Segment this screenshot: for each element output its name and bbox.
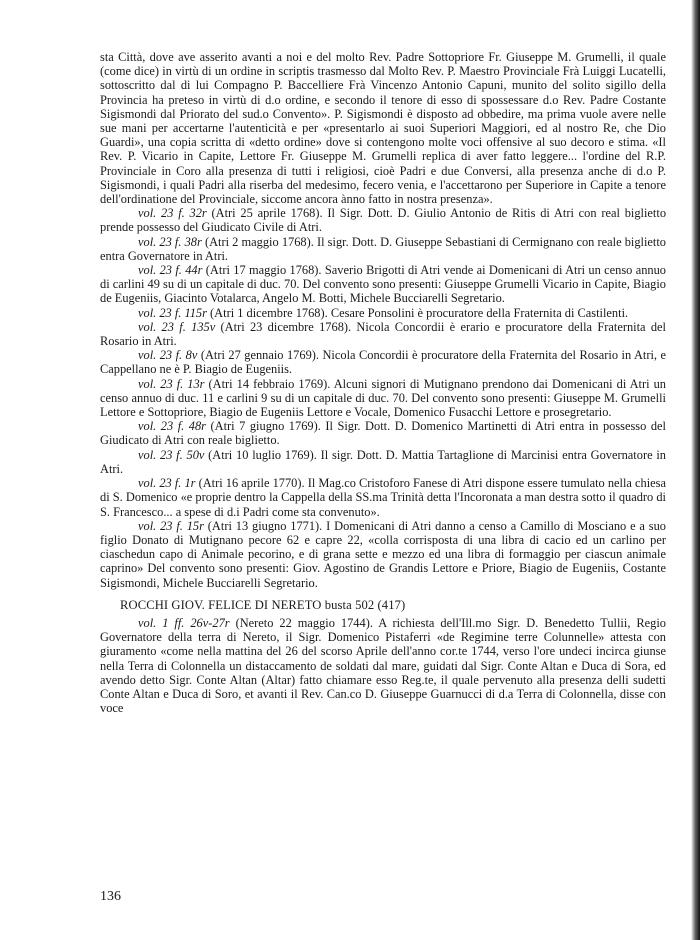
section-heading: ROCCHI GIOV. FELICE DI NERETO busta 502 (417) — [120, 597, 406, 612]
entry-ref: vol. 23 f. 8v — [138, 348, 198, 363]
entry-text: (Atri 14 febbraio 1769). Alcuni signori di Mutignano prendono dai Domenicani di Atri un censo annuo di duc. 11 e carlini 9 su di un capitale di duc. 70. Del convento sono presenti: Giuseppe M. Grumelli Lettore e Sottopriore, Biagio de Eugeniis Lettore e Vocale, Domenico Fusacchi Lettore e prosegretario. — [100, 376, 666, 420]
entry — [100, 377, 666, 420]
entry-ref: vol. 23 f. 32r — [138, 206, 207, 221]
entry-ref: vol. 1 ff. 26v-27r — [138, 615, 230, 630]
entry-text: (Atri 10 luglio 1769). Il sigr. Dott. D. Mattia Tartaglione di Marcinisi entra Governatore in Atri. — [100, 447, 666, 476]
entry-text: (Atri 25 aprile 1768). Il Sigr. Dott. D. Giulio Antonio de Ritis di Atri con real biglietto prende possesso del Giudicato Civile di Atri. — [100, 206, 667, 235]
entry-text: (Atri 23 dicembre 1768). Nicola Concordii è erario e procuratore della Fraternita del Rosario in Atri. — [100, 319, 666, 349]
entry — [100, 348, 666, 376]
entry — [100, 616, 666, 715]
entry — [100, 235, 666, 263]
entry — [100, 320, 666, 348]
entry — [100, 519, 666, 590]
document-body — [100, 50, 666, 715]
entry-ref: vol. 23 f. 50v — [138, 447, 205, 462]
entry-text: (Atri 2 maggio 1768). Il sigr. Dott. D. Giuseppe Sebastiani di Cermignano con reale biglietto entra Governatore in Atri. — [100, 234, 667, 263]
entry-text: (Atri 1 dicembre 1768). Cesare Ponsolini è procuratore della Fraternita di Castilenti. — [206, 305, 629, 320]
entry — [100, 263, 666, 306]
opening-paragraph: sta Città, dove ave asserito avanti a noi e del molto Rev. Padre Sottopriore Fr. Giuseppe M. Grumelli, il quale (come dice) in virtù di un ordine in scriptis trasmesso dal Molto Rev. P. Maestro Provinciale Frà Luiggi Lucatelli, sottoscritto dal di lui Compagno P. Baccelliere Frà Vincenzo Antonio Capuni, munito del solito sigillo della Provincia ha preteso in virtù di d.o ordine, e secondo il tenore di esso di spossessare d.o Rev. Padre Costante Sigismondi dal Priorato del sud.o Convento». P. Sigismondi è disposto ad obbedire, ma prima vuole avere nelle sue mani per accertarne l'autenticità e per «presentarlo ai suoi Superiori Maggiori, ed al nostro Re, che Dio Guardi», una copia scritta di «detto ordine» dove si contengono molte voci offensive al suo decoro e stima. «Il Rev. P. Vicario in Capite, Lettore Fr. Giuseppe M. Grumelli replica di aver fatto leggere... l'ordine del R.P. Provinciale in Coro alla presenza di tutti i religiosi, cioè Padri e due Conversi, alla presenza anche di d.o P. Sigismondi, i quali Padri alla riserba del medesimo, fecero venia, e l'accettarono per Superiore in Capite a tenore dell'ordinatione del Provinciale, siccome ancora ànno fatto in nostra presenza». — [100, 50, 666, 207]
page-edge-shadow — [691, 0, 700, 940]
entry-text: (Atri 7 giugno 1769). Il Sigr. Dott. D. Domenico Martinetti di Atri entra in possesso del Giudicato di Atri con reale biglietto. — [100, 419, 666, 448]
entry — [100, 206, 666, 234]
entry-ref: vol. 23 f. 44r — [138, 263, 203, 278]
entry-ref: vol. 23 f. 135v — [138, 319, 216, 334]
entry — [100, 306, 666, 320]
entries-group-1 — [100, 206, 666, 589]
entry — [100, 476, 666, 519]
entry — [100, 419, 666, 447]
entry-ref: vol. 23 f. 1r — [138, 476, 196, 491]
entry-text: (Nereto 22 maggio 1744). A richiesta dell'Ill.mo Sigr. D. Benedetto Tullii, Regio Governatore della terra di Nereto, il Sigr. Domenico Pistaferri «de Regimine terre Colunnelle» attesta con giuramento «come nella mattina del 26 del scorso Aprile dell'anno cor.te 1744, verso l'ore undeci incirca giunse nella Terra di Colonnella un distaccamento de soldati dal mare, guidati dal Sigr. Conte Altan e Duca di Sora, ed avendo detto Sigr. Conte Altan (Altar) fatto chiamare esso Reg.te, il quale pervenuto alla presenza delli sudetti Conte Altan e Duca di Soro, et avanti il Rev. Can.co D. Giuseppe Guarnucci di d.a Terra di Colonnella, disse con voce — [100, 615, 666, 716]
entry-text: (Atri 16 aprile 1770). Il Mag.co Cristoforo Fanese di Atri dispone essere tumulato nella chiesa di S. Domenico «e proprie dentro la Cappella della SS.ma Trinità detta l'Incoronata a man destra sotto il quadro di S. Francesco... a spese di d.i Padri come sta convenuto». — [100, 476, 666, 519]
entry-text: (Atri 27 gennaio 1769). Nicola Concordii è procuratore della Fraternita del Rosario in Atri, e Cappellano ne è P. Biagio de Eugeniis. — [100, 348, 666, 377]
entry-ref: vol. 23 f. 13r — [138, 376, 205, 391]
entry-ref: vol. 23 f. 115r — [138, 305, 207, 320]
entries-group-2 — [100, 616, 666, 715]
entry — [100, 448, 666, 476]
entry-text: (Atri 17 maggio 1768). Saverio Brigotti di Atri vende ai Domenicani di Atri un censo annuo di carlini 49 su di un capitale di duc. 70. Del convento sono presenti: Giuseppe Grumelli Vicario in Capite, Biagio de Eugeniis, Giacinto Votalarca, Angelo M. Botti, Michele Bucciarelli Segretario. — [100, 263, 667, 306]
entry-ref: vol. 23 f. 15r — [138, 518, 204, 533]
page-number: 136 — [100, 889, 121, 904]
entry-ref: vol. 23 f. 48r — [138, 419, 206, 434]
entry-text: (Atri 13 giugno 1771). I Domenicani di Atri danno a censo a Camillo di Mosciano e a suo figlio Donato di Mutignano pecore 62 e capre 22, «colla corrisposta di una libra di cacio ed un carlino per ciaschedun capo di Animale pecorino, e di grana sette e mezzo ed una libra di formaggio per ciascun animale caprino» Del convento sono presenti: Giov. Agostino de Grandis Lettore e Priore, Biagio de Eugeniis, Costante Sigismondi, Michele Bucciarelli Segretario. — [100, 518, 666, 590]
entry-ref: vol. 23 f. 38r — [138, 234, 202, 249]
